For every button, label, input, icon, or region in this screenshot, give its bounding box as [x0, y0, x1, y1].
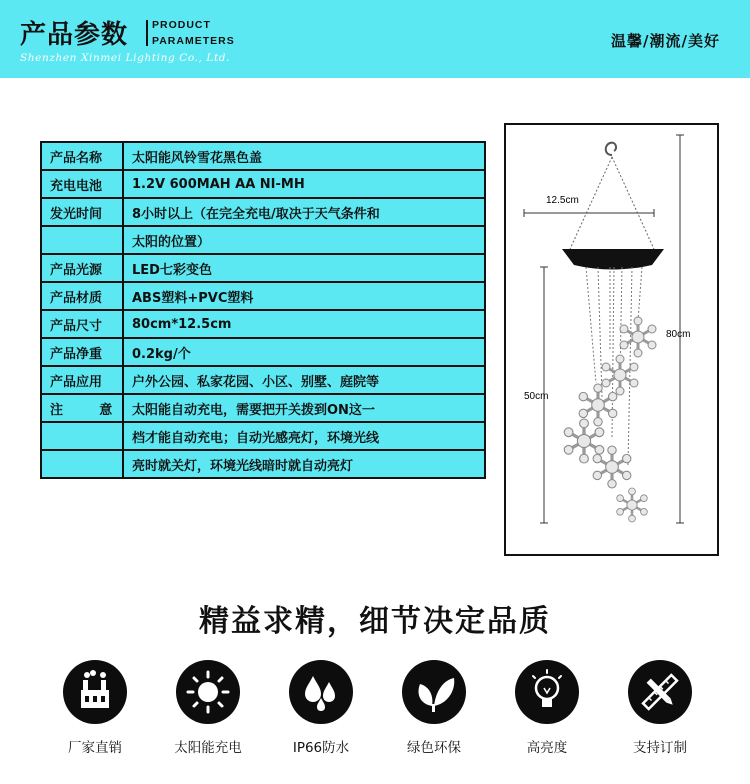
spec-value: 太阳的位置）	[123, 226, 485, 254]
header-banner	[0, 0, 750, 78]
dimension-height-label: 80cm	[666, 329, 691, 340]
spec-value: 80cm*12.5cm	[123, 310, 485, 338]
spec-row	[41, 450, 485, 478]
light-bulb-icon	[515, 660, 579, 724]
feature-item	[500, 660, 594, 756]
feature-label: IP66防水	[292, 740, 350, 756]
banner-english-line1: PRODUCT	[152, 19, 211, 31]
section-title: 精益求精，细节决定品质	[199, 604, 551, 639]
solar-cap	[562, 249, 664, 270]
spec-value: 1.2V 600MAH AA NI-MH	[123, 170, 485, 198]
spec-row	[41, 226, 485, 254]
leaves-icon	[402, 660, 466, 724]
dimension-chain-label: 50cm	[524, 391, 549, 402]
spec-row	[41, 198, 485, 226]
banner-english-line2: PARAMETERS	[152, 35, 235, 47]
spec-label	[41, 450, 123, 478]
feature-label: 绿色环保	[407, 740, 461, 756]
spec-row	[41, 170, 485, 198]
feature-item	[48, 660, 142, 756]
spec-value: 太阳能风铃雪花黑色盖	[123, 142, 485, 170]
banner-title: 产品参数	[20, 20, 129, 50]
spec-label	[41, 422, 123, 450]
spec-label: 产品净重	[41, 338, 123, 366]
spec-label: 产品应用	[41, 366, 123, 394]
water-drops-icon	[289, 660, 353, 724]
spec-label: 产品尺寸	[41, 310, 123, 338]
spec-label: 产品材质	[41, 282, 123, 310]
spec-value: LED七彩变色	[123, 254, 485, 282]
spec-row	[41, 394, 485, 422]
spec-label: 注 意	[41, 394, 123, 422]
product-image-frame	[504, 123, 719, 556]
feature-item	[387, 660, 481, 756]
spec-row	[41, 254, 485, 282]
feature-label: 厂家直销	[68, 740, 122, 756]
spec-value: ABS塑料+PVC塑料	[123, 282, 485, 310]
feature-item	[274, 660, 368, 756]
spec-value: 0.2kg/个	[123, 338, 485, 366]
feature-item	[161, 660, 255, 756]
feature-label: 支持订制	[633, 740, 687, 756]
feature-label: 高亮度	[526, 740, 568, 756]
spec-label: 充电电池	[41, 170, 123, 198]
spec-value: 户外公园、私家花园、小区、别墅、庭院等	[123, 366, 485, 394]
spec-row	[41, 422, 485, 450]
spec-label: 发光时间	[41, 198, 123, 226]
spec-value: 8小时以上（在完全充电/取决于天气条件和	[123, 198, 485, 226]
spec-row	[41, 282, 485, 310]
spec-value: 太阳能自动充电，需要把开关拨到ON这一	[123, 394, 485, 422]
sun-icon	[176, 660, 240, 724]
spec-row	[41, 142, 485, 170]
spec-table	[40, 141, 486, 479]
spec-label: 产品名称	[41, 142, 123, 170]
spec-row	[41, 310, 485, 338]
spec-row	[41, 366, 485, 394]
spec-value: 亮时就关灯，环境光线暗时就自动亮灯	[123, 450, 485, 478]
spec-row	[41, 338, 485, 366]
dimension-width-label: 12.5cm	[546, 195, 579, 206]
factory-icon	[63, 660, 127, 724]
feature-item	[613, 660, 707, 756]
spec-label: 产品光源	[41, 254, 123, 282]
feature-label: 太阳能充电	[174, 740, 242, 756]
wind-chime-illustration	[506, 125, 717, 554]
hook-icon	[606, 143, 616, 155]
banner-divider	[146, 20, 148, 46]
company-name: Shenzhen Xinmei Lighting Co., Ltd.	[20, 52, 231, 64]
banner-slogan: 温馨/潮流/美好	[611, 32, 720, 50]
ruler-pencil-icon	[628, 660, 692, 724]
spec-value: 档才能自动充电；自动光感亮灯，环境光线	[123, 422, 485, 450]
spec-label	[41, 226, 123, 254]
